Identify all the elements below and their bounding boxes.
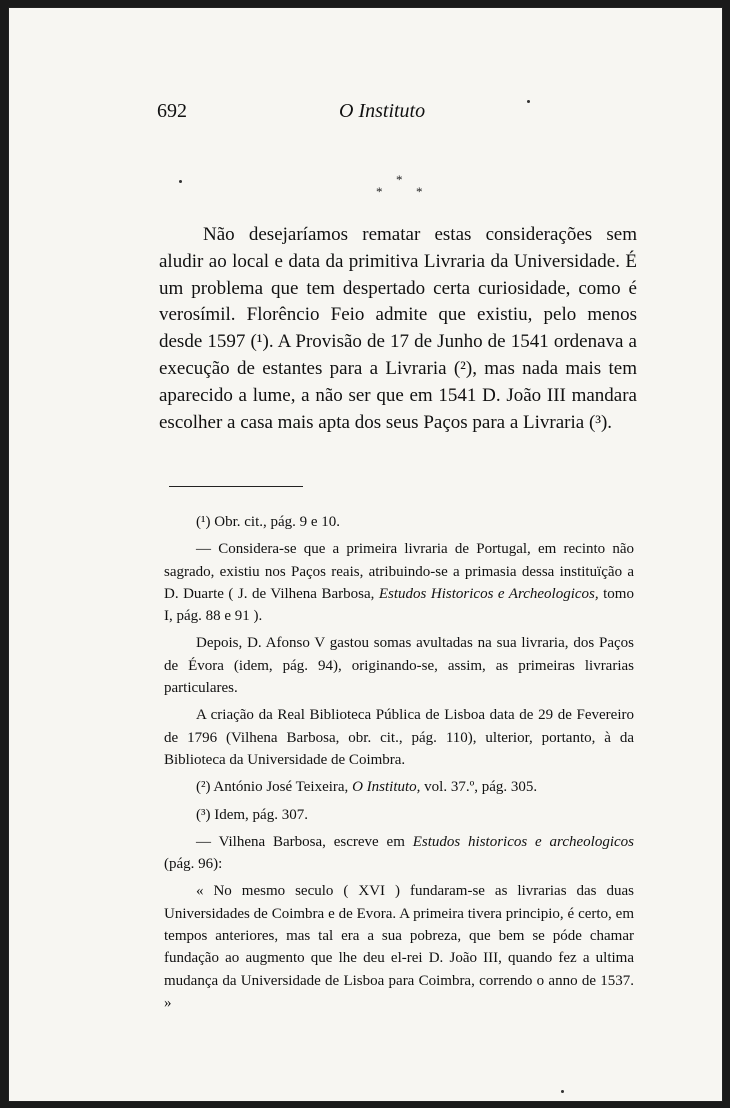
- footnote-text: (pág. 96):: [164, 856, 223, 873]
- asterism-star: *: [396, 172, 403, 187]
- footnote-text: vol. 37.º, pág. 305.: [420, 779, 538, 796]
- footnote-3: (³) Idem, pág. 307.: [196, 806, 308, 823]
- footnote-3-continuation: [164, 831, 634, 876]
- journal-title: O Instituto,: [352, 779, 421, 796]
- page-header: [9, 100, 722, 130]
- running-title: O Instituto: [339, 100, 426, 122]
- book-page: [8, 7, 723, 1102]
- book-title: Estudos Historicos e Archeologicos,: [378, 585, 599, 602]
- footnote-1-continuation: Depois, D. Afonso V gastou somas avultadas na sua livraria, dos Paços de Évora (idem, pág. 94), originando-se, assim, as primeiras livrarias particulares.: [164, 635, 634, 697]
- footnote-text: (²) António José Teixeira,: [196, 779, 353, 796]
- asterism: [366, 172, 436, 202]
- book-title: Estudos historicos e archeologicos: [412, 833, 634, 850]
- footnote-divider: [169, 486, 303, 487]
- paper-speck: [527, 100, 530, 103]
- paper-speck: [179, 180, 182, 183]
- footnote-text: tomo I, pág. 88 e 91 ).: [164, 585, 634, 625]
- footnote-2: [164, 776, 634, 798]
- asterism-star: *: [376, 184, 383, 199]
- footnote-text: — Considera-se que a primeira livraria de Portugal, em recinto não sagrado, existiu nos Paços reais, atribuindo-se a primasia dessa instituïção a D. Duarte ( J. de Vilhena Barbosa,: [164, 541, 634, 602]
- footnote-1-continuation: A criação da Real Biblioteca Pública de Lisboa data de 29 de Fevereiro de 1796 (Vilhena Barbosa, obr. cit., pág. 110), ulterior, portanto, à da Biblioteca da Universidade de Coimbra.: [164, 707, 634, 768]
- footnotes: [164, 511, 634, 1014]
- footnote-1: (¹) Obr. cit., pág. 9 e 10.: [196, 514, 341, 530]
- asterism-star: *: [416, 184, 423, 199]
- footnote-1-continuation: [164, 538, 634, 627]
- page-number: 692: [157, 100, 187, 122]
- footnote-quote: « No mesmo seculo ( XVI ) fundaram-se as livrarias das duas Universidades de Coimbra e de Evora. A primeira tivera principio, é certo, em tempos anteriores, mas tal era a sua pobreza, que bem se póde chamar fundação ao augmento que lhe deu el-rei D. João III, quando fez a ultima mudança da Universidade de Lisboa para Coimbra, correndo o anno de 1537. »: [164, 883, 634, 1011]
- body-paragraph: Não desejaríamos rematar estas considerações sem aludir ao local e data da primitiva Livraria da Universidade. É um problema que tem despertado certa curiosidade, como é verosímil. Florêncio Feio admite que existiu, pelo menos desde 1597 (¹). A Provisão de 17 de Junho de 1541 ordenava a execução de estantes para a Livraria (²), mas nada mais tem aparecido a lume, a não ser que em 1541 D. João III mandara escolher a casa mais apta dos seus Paços para a Livraria (³).: [159, 224, 637, 433]
- footnote-text: — Vilhena Barbosa, escreve em: [196, 833, 413, 850]
- paper-speck: [561, 1090, 564, 1093]
